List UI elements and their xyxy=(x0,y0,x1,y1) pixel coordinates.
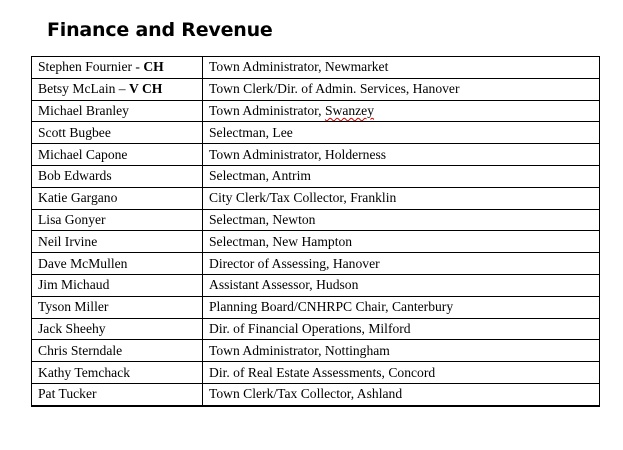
member-name-cell xyxy=(32,209,203,231)
member-position: Selectman, Antrim xyxy=(209,168,311,184)
member-name-cell xyxy=(32,340,203,362)
member-name: Chris Sterndale xyxy=(38,342,123,358)
table-row xyxy=(32,340,600,362)
member-name-cell xyxy=(32,231,203,253)
member-name: Kathy Temchack xyxy=(38,364,131,380)
member-name-cell xyxy=(32,296,203,318)
member-position: Planning Board/CNHRPC Chair, Canterbury xyxy=(209,299,454,315)
member-position: Town Administrator, Holderness xyxy=(209,146,387,162)
table-row xyxy=(32,165,600,187)
table-row xyxy=(32,231,600,253)
member-position: Dir. of Financial Operations, Milford xyxy=(209,320,411,336)
member-name: Katie Gargano xyxy=(38,190,118,206)
member-name: Scott Bugbee xyxy=(38,124,111,140)
member-position: Town Clerk/Dir. of Admin. Services, Hanover xyxy=(209,81,460,97)
member-position-cell xyxy=(203,78,600,100)
member-position: City Clerk/Tax Collector, Franklin xyxy=(209,190,397,206)
member-name: Stephen Fournier - xyxy=(38,59,144,75)
member-position-cell xyxy=(203,362,600,384)
member-name: Michael Branley xyxy=(38,102,129,118)
table-row xyxy=(32,296,600,318)
table-row xyxy=(32,144,600,166)
member-position: Director of Assessing, Hanover xyxy=(209,255,380,271)
member-position-cell xyxy=(203,296,600,318)
table-row xyxy=(32,274,600,296)
member-position-cell xyxy=(203,100,600,122)
table-row xyxy=(32,253,600,275)
member-position-cell xyxy=(203,144,600,166)
table-row xyxy=(32,362,600,384)
member-position-cell xyxy=(203,253,600,275)
member-position: Selectman, Lee xyxy=(209,124,293,140)
member-position-cell xyxy=(203,274,600,296)
table-row xyxy=(32,122,600,144)
member-position-cell xyxy=(203,340,600,362)
member-name: Pat Tucker xyxy=(38,386,97,402)
page-title: Finance and Revenue xyxy=(47,19,273,41)
member-position-cell xyxy=(203,122,600,144)
member-position: Dir. of Real Estate Assessments, Concord xyxy=(209,364,436,380)
spellcheck-flagged-word: Swanzey xyxy=(324,102,375,118)
member-name: Betsy McLain – xyxy=(38,81,129,97)
member-name-cell xyxy=(32,78,203,100)
member-position-cell xyxy=(203,57,600,79)
table-row xyxy=(32,383,600,405)
member-name: Dave McMullen xyxy=(38,255,128,271)
role-tag: CH xyxy=(143,59,164,75)
role-tag: V CH xyxy=(129,81,163,97)
member-name-cell xyxy=(32,318,203,340)
member-name: Lisa Gonyer xyxy=(38,211,106,227)
member-name-cell xyxy=(32,274,203,296)
member-name: Bob Edwards xyxy=(38,168,112,184)
member-name: Tyson Miller xyxy=(38,299,109,315)
member-name-cell xyxy=(32,122,203,144)
member-name-cell xyxy=(32,187,203,209)
table-row xyxy=(32,209,600,231)
member-name-cell xyxy=(32,165,203,187)
member-position: Assistant Assessor, Hudson xyxy=(209,277,359,293)
member-position: Town Administrator, Nottingham xyxy=(209,342,390,358)
member-name: Jack Sheehy xyxy=(38,320,106,336)
table-row xyxy=(32,100,600,122)
table-row xyxy=(32,318,600,340)
member-position-cell xyxy=(203,318,600,340)
member-name-cell xyxy=(32,57,203,79)
member-position-cell xyxy=(203,231,600,253)
table-row xyxy=(32,57,600,79)
member-position: Town Administrator, xyxy=(209,102,325,118)
member-name: Jim Michaud xyxy=(38,277,110,293)
member-position: Selectman, New Hampton xyxy=(209,233,353,249)
member-position-cell xyxy=(203,165,600,187)
table-row xyxy=(32,187,600,209)
member-name-cell xyxy=(32,253,203,275)
member-name-cell xyxy=(32,362,203,384)
member-position: Town Administrator, Newmarket xyxy=(209,59,389,75)
member-position: Selectman, Newton xyxy=(209,211,316,227)
member-name-cell xyxy=(32,383,203,405)
table-row xyxy=(32,78,600,100)
member-name-cell xyxy=(32,100,203,122)
member-name-cell xyxy=(32,144,203,166)
member-position-cell xyxy=(203,383,600,405)
member-position-cell xyxy=(203,209,600,231)
member-name: Neil Irvine xyxy=(38,233,98,249)
committee-roster-table xyxy=(31,56,600,407)
member-name: Michael Capone xyxy=(38,146,128,162)
roster-body xyxy=(32,57,600,406)
member-position-cell xyxy=(203,187,600,209)
member-position: Town Clerk/Tax Collector, Ashland xyxy=(209,386,403,402)
